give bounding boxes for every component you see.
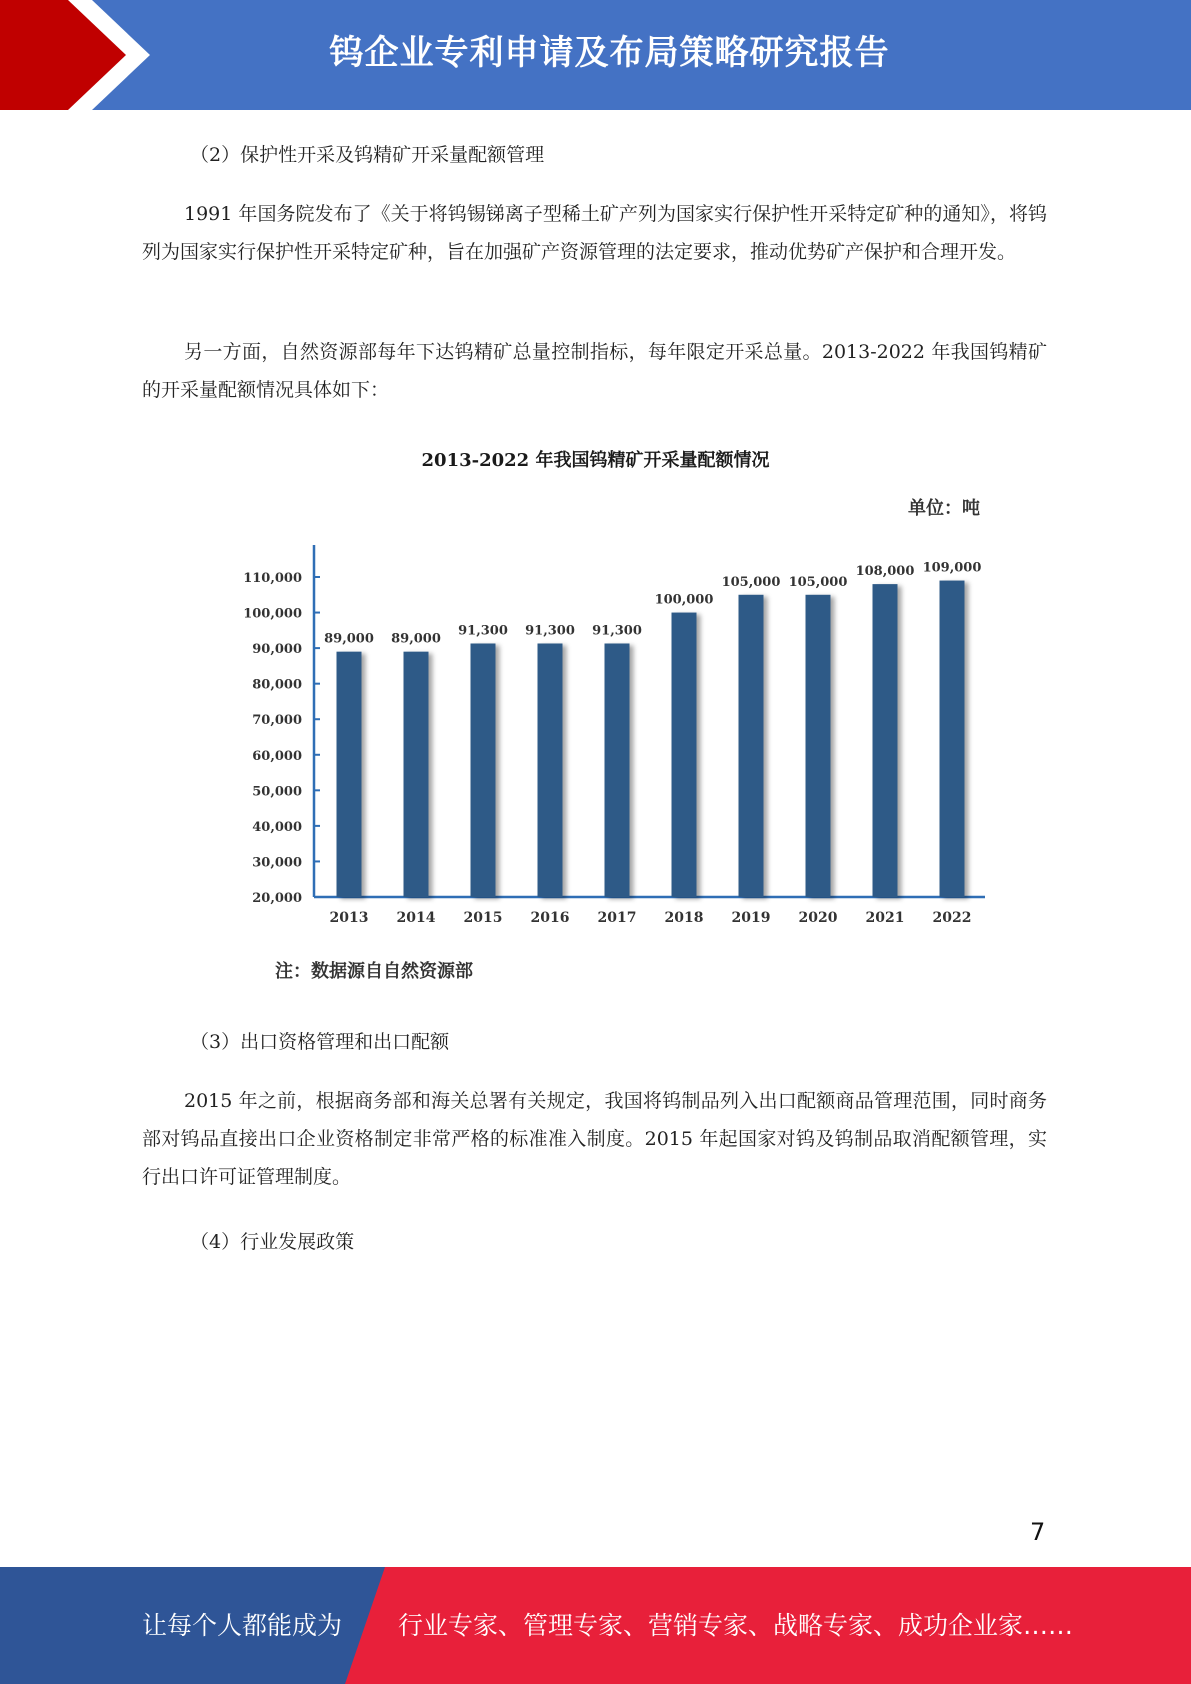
x-tick-label-2021: 2021 (865, 910, 905, 926)
y-tick-label: 90,000 (252, 642, 302, 658)
data-label-2019: 105,000 (721, 574, 781, 590)
page-number: 7 (1030, 1518, 1046, 1546)
y-tick-label: 40,000 (252, 819, 302, 835)
bar-2014 (404, 652, 429, 897)
data-label-2015: 91,300 (458, 623, 508, 639)
x-tick-label-2022: 2022 (932, 910, 972, 926)
x-tick-label-2020: 2020 (798, 910, 838, 926)
report-title: 钨企业专利申请及布局策略研究报告 (329, 33, 890, 73)
data-label-2016: 91,300 (525, 623, 575, 639)
bar-2019 (739, 595, 764, 897)
y-tick-label: 100,000 (243, 606, 302, 622)
bar-2013 (337, 652, 362, 897)
data-label-2018: 100,000 (654, 592, 714, 608)
x-tick-label-2013: 2013 (329, 910, 369, 926)
bar-2020 (806, 595, 831, 897)
y-tick-label: 60,000 (252, 748, 302, 764)
section-heading-4: （4）行业发展政策 (190, 1231, 355, 1253)
paragraph-2: 另一方面，自然资源部每年下达钨精矿总量控制指标，每年限定开采总量。2013-2022 年我国钨精矿的开采量配额情况具体如下： (142, 341, 1047, 401)
data-label-2021: 108,000 (855, 564, 915, 580)
paragraph-3: 2015 年之前，根据商务部和海关总署有关规定，我国将钨制品列入出口配额商品管理范围，同时商务部对钨品直接出口企业资格制定非常严格的标准准入制度。2015 年起国家对钨及钨制品取消配额管理，实行出口许可证管理制度。 (142, 1090, 1047, 1188)
y-tick-label: 80,000 (252, 677, 302, 693)
data-label-2017: 91,300 (592, 623, 642, 639)
y-tick-label: 30,000 (252, 855, 302, 871)
section-heading-3: （3）出口资格管理和出口配额 (190, 1031, 450, 1053)
x-tick-label-2017: 2017 (597, 910, 637, 926)
bar-2016 (538, 643, 563, 897)
y-tick-label: 50,000 (252, 784, 302, 800)
bar-chart (230, 545, 1000, 935)
y-tick-label: 70,000 (252, 713, 302, 729)
chart-unit: 单位：吨 (908, 498, 980, 519)
header-band (0, 0, 1191, 110)
bar-2022 (940, 581, 965, 897)
x-tick-label-2018: 2018 (664, 910, 704, 926)
data-label-2020: 105,000 (788, 574, 848, 590)
y-tick-label: 110,000 (243, 571, 302, 586)
data-label-2014: 89,000 (391, 631, 441, 647)
section-heading-2: （2）保护性开采及钨精矿开采量配额管理 (190, 144, 545, 166)
y-tick-label: 20,000 (252, 891, 302, 906)
bar-2015 (471, 643, 496, 897)
x-tick-label-2015: 2015 (463, 910, 503, 926)
data-label-2013: 89,000 (324, 631, 374, 647)
chart-title: 2013-2022 年我国钨精矿开采量配额情况 (421, 450, 770, 471)
bar-2017 (605, 643, 630, 897)
data-label-2022: 109,000 (922, 560, 982, 576)
footer-slogan-right: 行业专家、管理专家、营销专家、战略专家、成功企业家…… (398, 1611, 1074, 1640)
chart-source-note: 注：数据源自自然资源部 (275, 961, 473, 982)
bar-2021 (873, 584, 898, 897)
bar-2018 (672, 613, 697, 897)
x-tick-label-2014: 2014 (396, 910, 436, 926)
paragraph-1: 1991 年国务院发布了《关于将钨锡锑离子型稀土矿产列为国家实行保护性开采特定矿种的通知》，将钨列为国家实行保护性开采特定矿种，旨在加强矿产资源管理的法定要求，推动优势矿产保护和合理开发。 (142, 203, 1047, 263)
x-tick-label-2016: 2016 (530, 910, 570, 926)
footer-slogan-left: 让每个人都能成为 (142, 1611, 343, 1640)
x-tick-label-2019: 2019 (731, 910, 771, 926)
footer-band (0, 1567, 1191, 1684)
